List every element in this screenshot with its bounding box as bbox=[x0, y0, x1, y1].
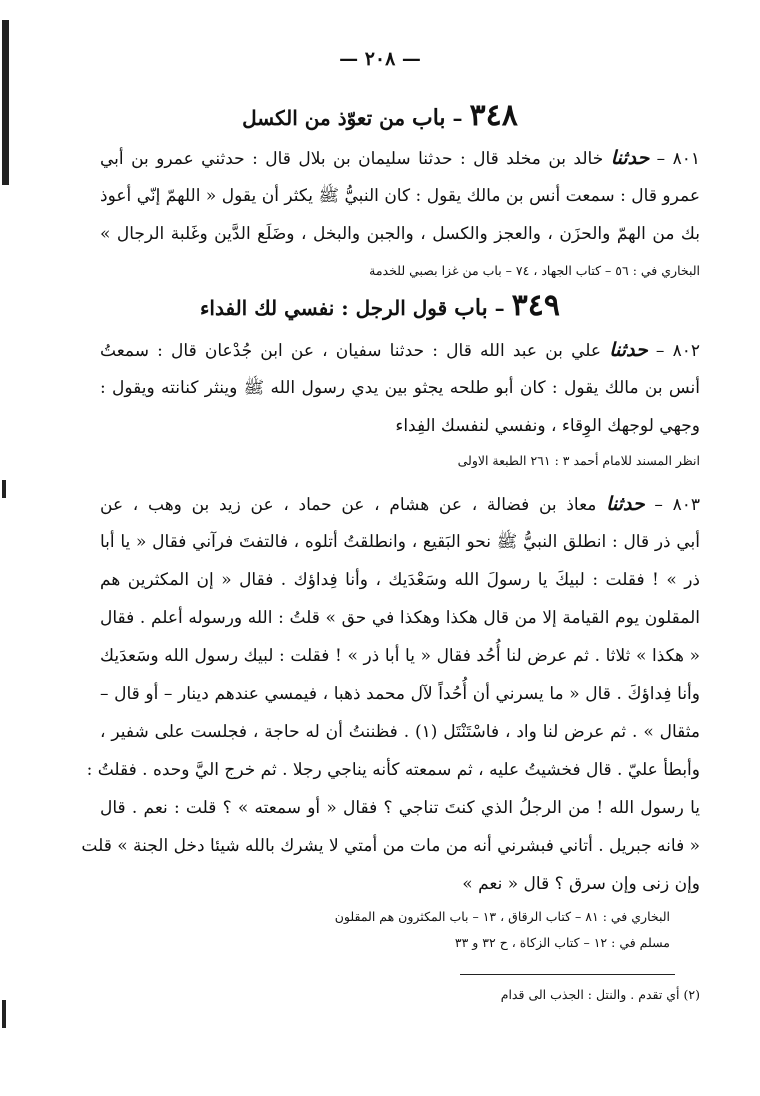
section-heading-349: ٣٤٩ – باب قول الرجل : نفسي لك الفداء bbox=[200, 288, 560, 323]
hadith-803-line-11: وإن زنى وإن سرق ؟ قال « نعم » bbox=[462, 874, 700, 894]
hadith-text: خالد بن مخلد قال : حدثنا سليمان بن بلال قال : حدثني عمرو بن أبي bbox=[100, 149, 604, 169]
hadith-801-line-2: عمرو قال : سمعت أنس بن مالك يقول : كان النبيُّ ﷺ يكثر أن يقول « اللهمّ إنّي أعوذ bbox=[100, 186, 700, 206]
hadith-803-line-7: مثقال » . ثم عرض لنا واد ، فاسْتَنْتَل (١) . فظننتُ أن له حاجة ، فجلست على شفير ، bbox=[100, 722, 700, 742]
hadith-803-line-10: « فانه جبريل . أتاني فبشرني أنه من مات من أمتي لا يشرك بالله شيئا دخل الجنة » قلت bbox=[81, 836, 700, 856]
hadith-803-line-6: وأنا فِداؤكَ . قال « ما يسرني أن أُحُداً لآل محمد ذهبا ، فيمسي عندهم دينار – أو قال – bbox=[100, 684, 700, 704]
section-number: ٣٤٩ bbox=[511, 288, 560, 323]
hadith-803-line-8: وأبطأ عليّ . قال فخشيتُ عليه ، ثم سمعته كأنه يناجي رجلا . ثم خرج اليَّ وحده . فقلتُ : bbox=[86, 760, 700, 780]
hadith-803-line-9: يا رسول الله ! من الرجلُ الذي كنتَ تناجي ؟ فقال « أو سمعته » ؟ قلت : نعم . قال bbox=[100, 798, 700, 818]
hadith-number: ٨٠٣ bbox=[672, 495, 700, 515]
hadith-text: معاذ بن فضالة ، عن هشام ، عن حماد ، عن زيد بن وهب ، عن bbox=[100, 495, 597, 515]
hadith-803-line-2: أبي ذر قال : انطلق النبيُّ ﷺ نحو البَقيع ، وانطلقتُ أتلوه ، فالتفتَ فرآني فقال « يا أبا bbox=[100, 532, 700, 552]
page-number: — ٢٠٨ — bbox=[339, 48, 421, 70]
section-title: من تعوّذ من الكسل bbox=[242, 106, 406, 130]
hadith-803-line-4: المقلون يوم القيامة إلا من قال هكذا وهكذا في حق » قلتُ : الله ورسوله أعلم . فقال bbox=[100, 608, 700, 628]
hadith-803-line-3: ذر » ! فقلت : لبيكَ يا رسولَ الله وسَعْدَيك ، وأنا فِداؤك . فقال « إن المكثرين هم bbox=[100, 570, 700, 590]
page-edge-mark-bottom bbox=[2, 1000, 6, 1028]
footnote: (٢) أي تقدم . والنتل : الجذب الى قدام bbox=[500, 987, 700, 1002]
section-heading-348: ٣٤٨ – باب من تعوّذ من الكسل bbox=[242, 98, 518, 133]
hadith-number: ٨٠١ bbox=[672, 149, 701, 169]
hadith-802-reference: انظر المسند للامام أحمد ٣ : ٢٦١ الطبعة الاولى bbox=[457, 453, 700, 468]
hadith-802-line-2: أنس بن مالك يقول : كان أبو طلحه يجثو بين يدي رسول الله ﷺ وينثر كنانته ويقول : bbox=[100, 378, 700, 398]
hadith-803-reference-2: مسلم في : ١٢ – كتاب الزكاة ، ح ٣٢ و ٣٣ bbox=[454, 935, 670, 950]
section-title: قول الرجل : نفسي لك الفداء bbox=[200, 296, 448, 320]
hadith-801-line-1: ٨٠١ – حدثنا خالد بن مخلد قال : حدثنا سليمان بن بلال قال : حدثني عمرو بن أبي bbox=[100, 147, 701, 169]
hadith-801-line-3: بك من الهمّ والحزَن ، والعجز والكسل ، والجبن والبخل ، وضَلَع الدَّين وغَلبة الرجال » bbox=[100, 224, 700, 244]
hadith-number: ٨٠٢ bbox=[672, 341, 701, 361]
hadith-802-line-3: وجهي لوجهك الوِقاء ، ونفسي لنفسك الفِداء bbox=[395, 416, 700, 436]
hadith-lead: حدثنا bbox=[609, 339, 648, 361]
footnote-separator bbox=[460, 974, 675, 975]
hadith-801-reference: البخاري في : ٥٦ – كتاب الجهاد ، ٧٤ – باب من غزا بصبي للخدمة bbox=[369, 263, 700, 278]
bab-label: باب bbox=[454, 295, 488, 321]
hadith-803-reference-1: البخاري في : ٨١ – كتاب الرقاق ، ١٣ – باب المكثرون هم المقلون bbox=[334, 909, 670, 924]
hadith-lead: حدثنا bbox=[610, 147, 650, 169]
hadith-803-line-5: « هكذا » ثلاثا . ثم عرض لنا أُحُد فقال « يا أبا ذر » ! فقلت : لبيك رسول الله وسَعدَيك bbox=[100, 646, 700, 666]
hadith-lead: حدثنا bbox=[606, 493, 645, 515]
section-number: ٣٤٨ bbox=[469, 98, 518, 133]
page-edge-mark-top bbox=[2, 20, 9, 185]
page-edge-mark-middle bbox=[2, 480, 6, 498]
hadith-803-line-1: ٨٠٣ – حدثنا معاذ بن فضالة ، عن هشام ، عن حماد ، عن زيد بن وهب ، عن bbox=[100, 493, 700, 515]
hadith-802-line-1: ٨٠٢ – حدثنا علي بن عبد الله قال : حدثنا سفيان ، عن ابن جُدْعان قال : سمعتُ bbox=[100, 339, 701, 361]
bab-label: باب bbox=[412, 105, 446, 131]
hadith-text: علي بن عبد الله قال : حدثنا سفيان ، عن ابن جُدْعان قال : سمعتُ bbox=[100, 341, 602, 361]
